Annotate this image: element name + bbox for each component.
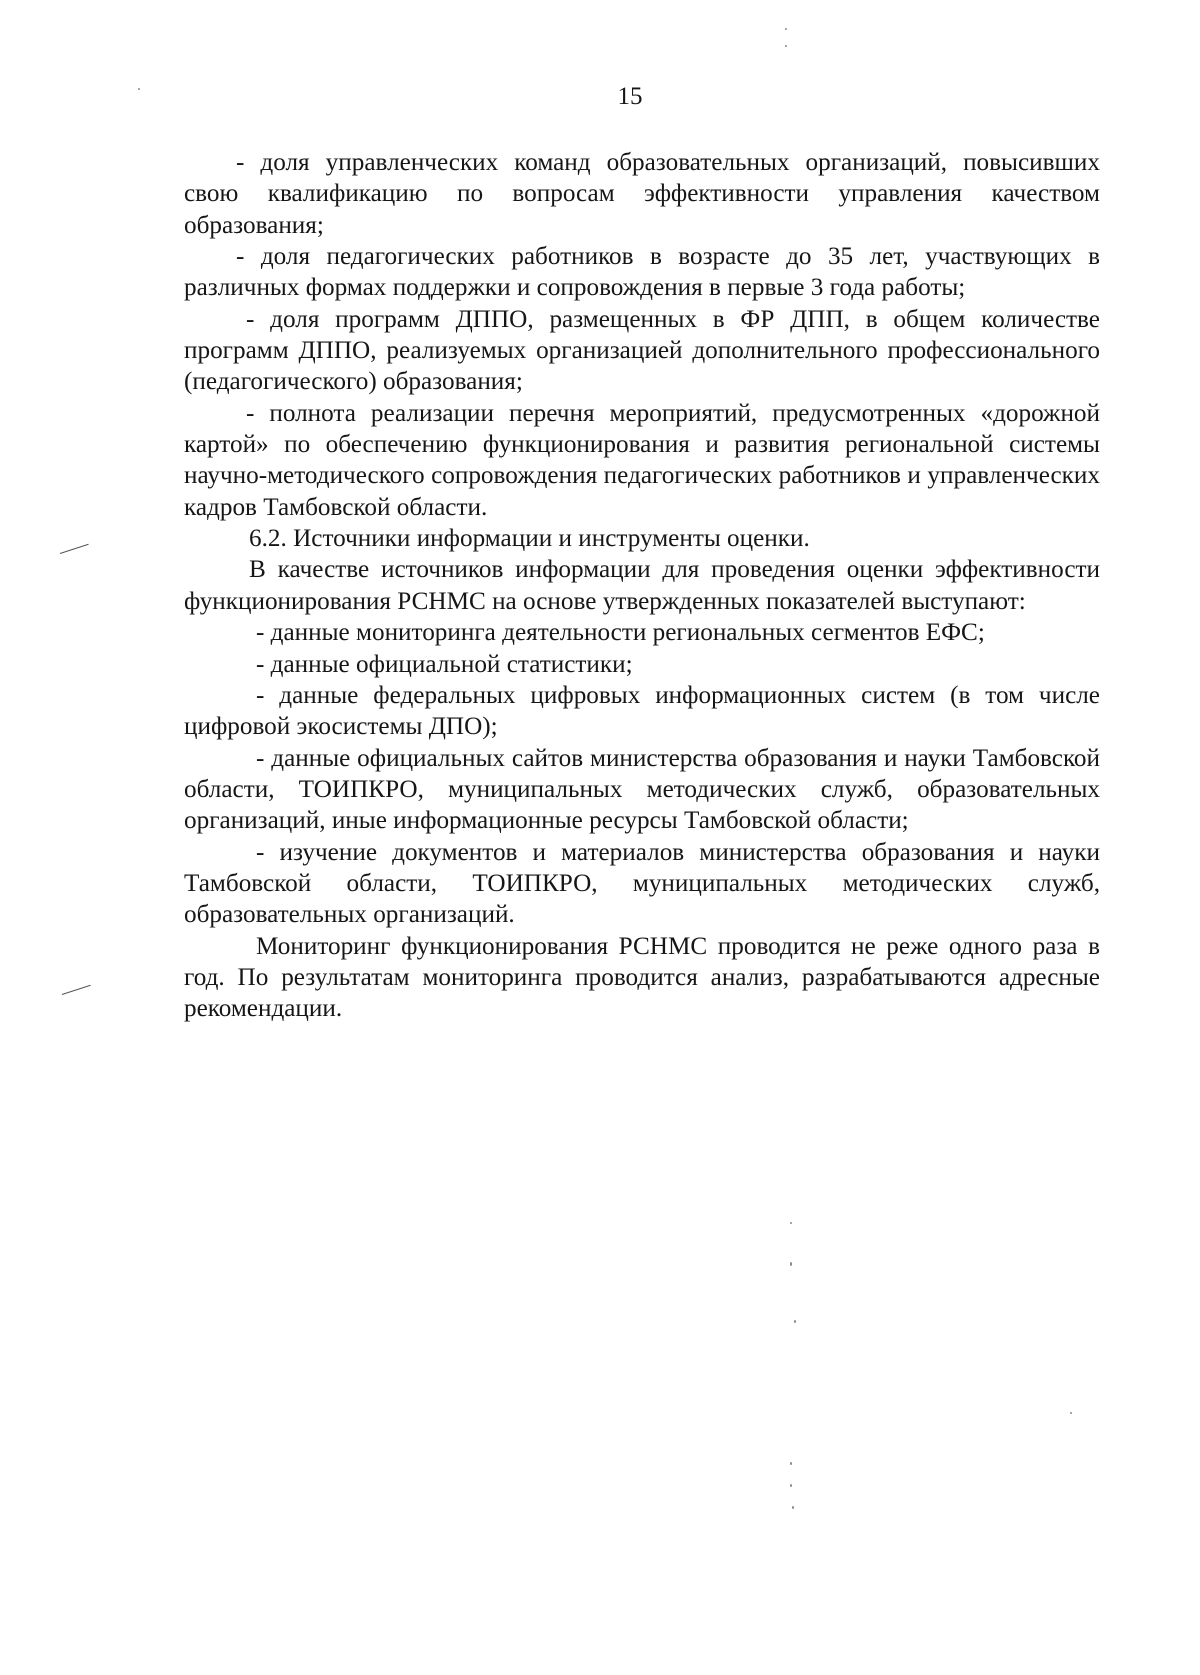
sources-intro: В качестве источников информации для проведения оценки эффективности функционирования РСНМС на основе утвержденных показателей выступают: — [184, 556, 1100, 615]
scan-speck — [790, 1462, 792, 1465]
scan-speck — [790, 1262, 792, 1266]
source-documents-study: - изучение документов и материалов министерства образования и науки Тамбовской области, ТОИПКРО, муниципальных методических служб, образовательных организаций. — [184, 838, 1100, 929]
indicator-young-teachers: - доля педагогических работников в возрасте до 35 лет, участвующих в различных формах поддержки и сопровождения в первые 3 года работы; — [184, 243, 1100, 302]
indicator-dppo-programs: - доля программ ДППО, размещенных в ФР ДПП, в общем количестве программ ДППО, реализуемых организацией дополнительного профессионального (педагогического) образования; — [184, 305, 1100, 396]
section-heading-6-2: 6.2. Источники информации и инструменты оценки. — [249, 525, 810, 553]
document-body — [184, 147, 1100, 1025]
page-number: 15 — [617, 83, 643, 110]
scan-mark-top-left — [60, 544, 89, 554]
scan-speck — [785, 28, 787, 30]
monitoring-summary: Мониторинг функционирования РСНМС проводится не реже одного раза в год. По результатам мониторинга проводится анализ, разрабатываются адресные рекомендации. — [184, 932, 1100, 1023]
source-official-statistics: - данные официальной статистики; — [256, 650, 633, 678]
scan-speck — [790, 1484, 792, 1487]
indicator-management-teams: - доля управленческих команд образовательных организаций, повысивших свою квалификацию по вопросам эффективности управления качеством образования; — [184, 149, 1100, 239]
source-official-sites: - данные официальных сайтов министерства образования и науки Тамбовской области, ТОИПКРО, муниципальных методических служб, образовательных организаций, иные информационные ресурсы Тамбовской области; — [184, 744, 1100, 835]
scan-speck — [785, 45, 787, 47]
scan-speck — [792, 1506, 794, 1509]
source-monitoring-data: - данные мониторинга деятельности региональных сегментов ЕФС; — [256, 619, 985, 647]
indicator-roadmap-completeness: - полнота реализации перечня мероприятий, предусмотренных «дорожной картой» по обеспечению функционирования и развития региональной системы научно-методического сопровождения педагогических работников и управленческих кадров Тамбовской области. — [184, 399, 1100, 521]
scan-mark-bottom-left — [62, 985, 91, 995]
source-federal-systems: - данные федеральных цифровых информационных систем (в том числе цифровой экосистемы ДПО); — [184, 681, 1100, 741]
scan-speck — [790, 1222, 792, 1224]
scan-speck — [794, 1320, 796, 1323]
scan-speck — [138, 88, 140, 90]
scan-speck — [1070, 1412, 1072, 1414]
